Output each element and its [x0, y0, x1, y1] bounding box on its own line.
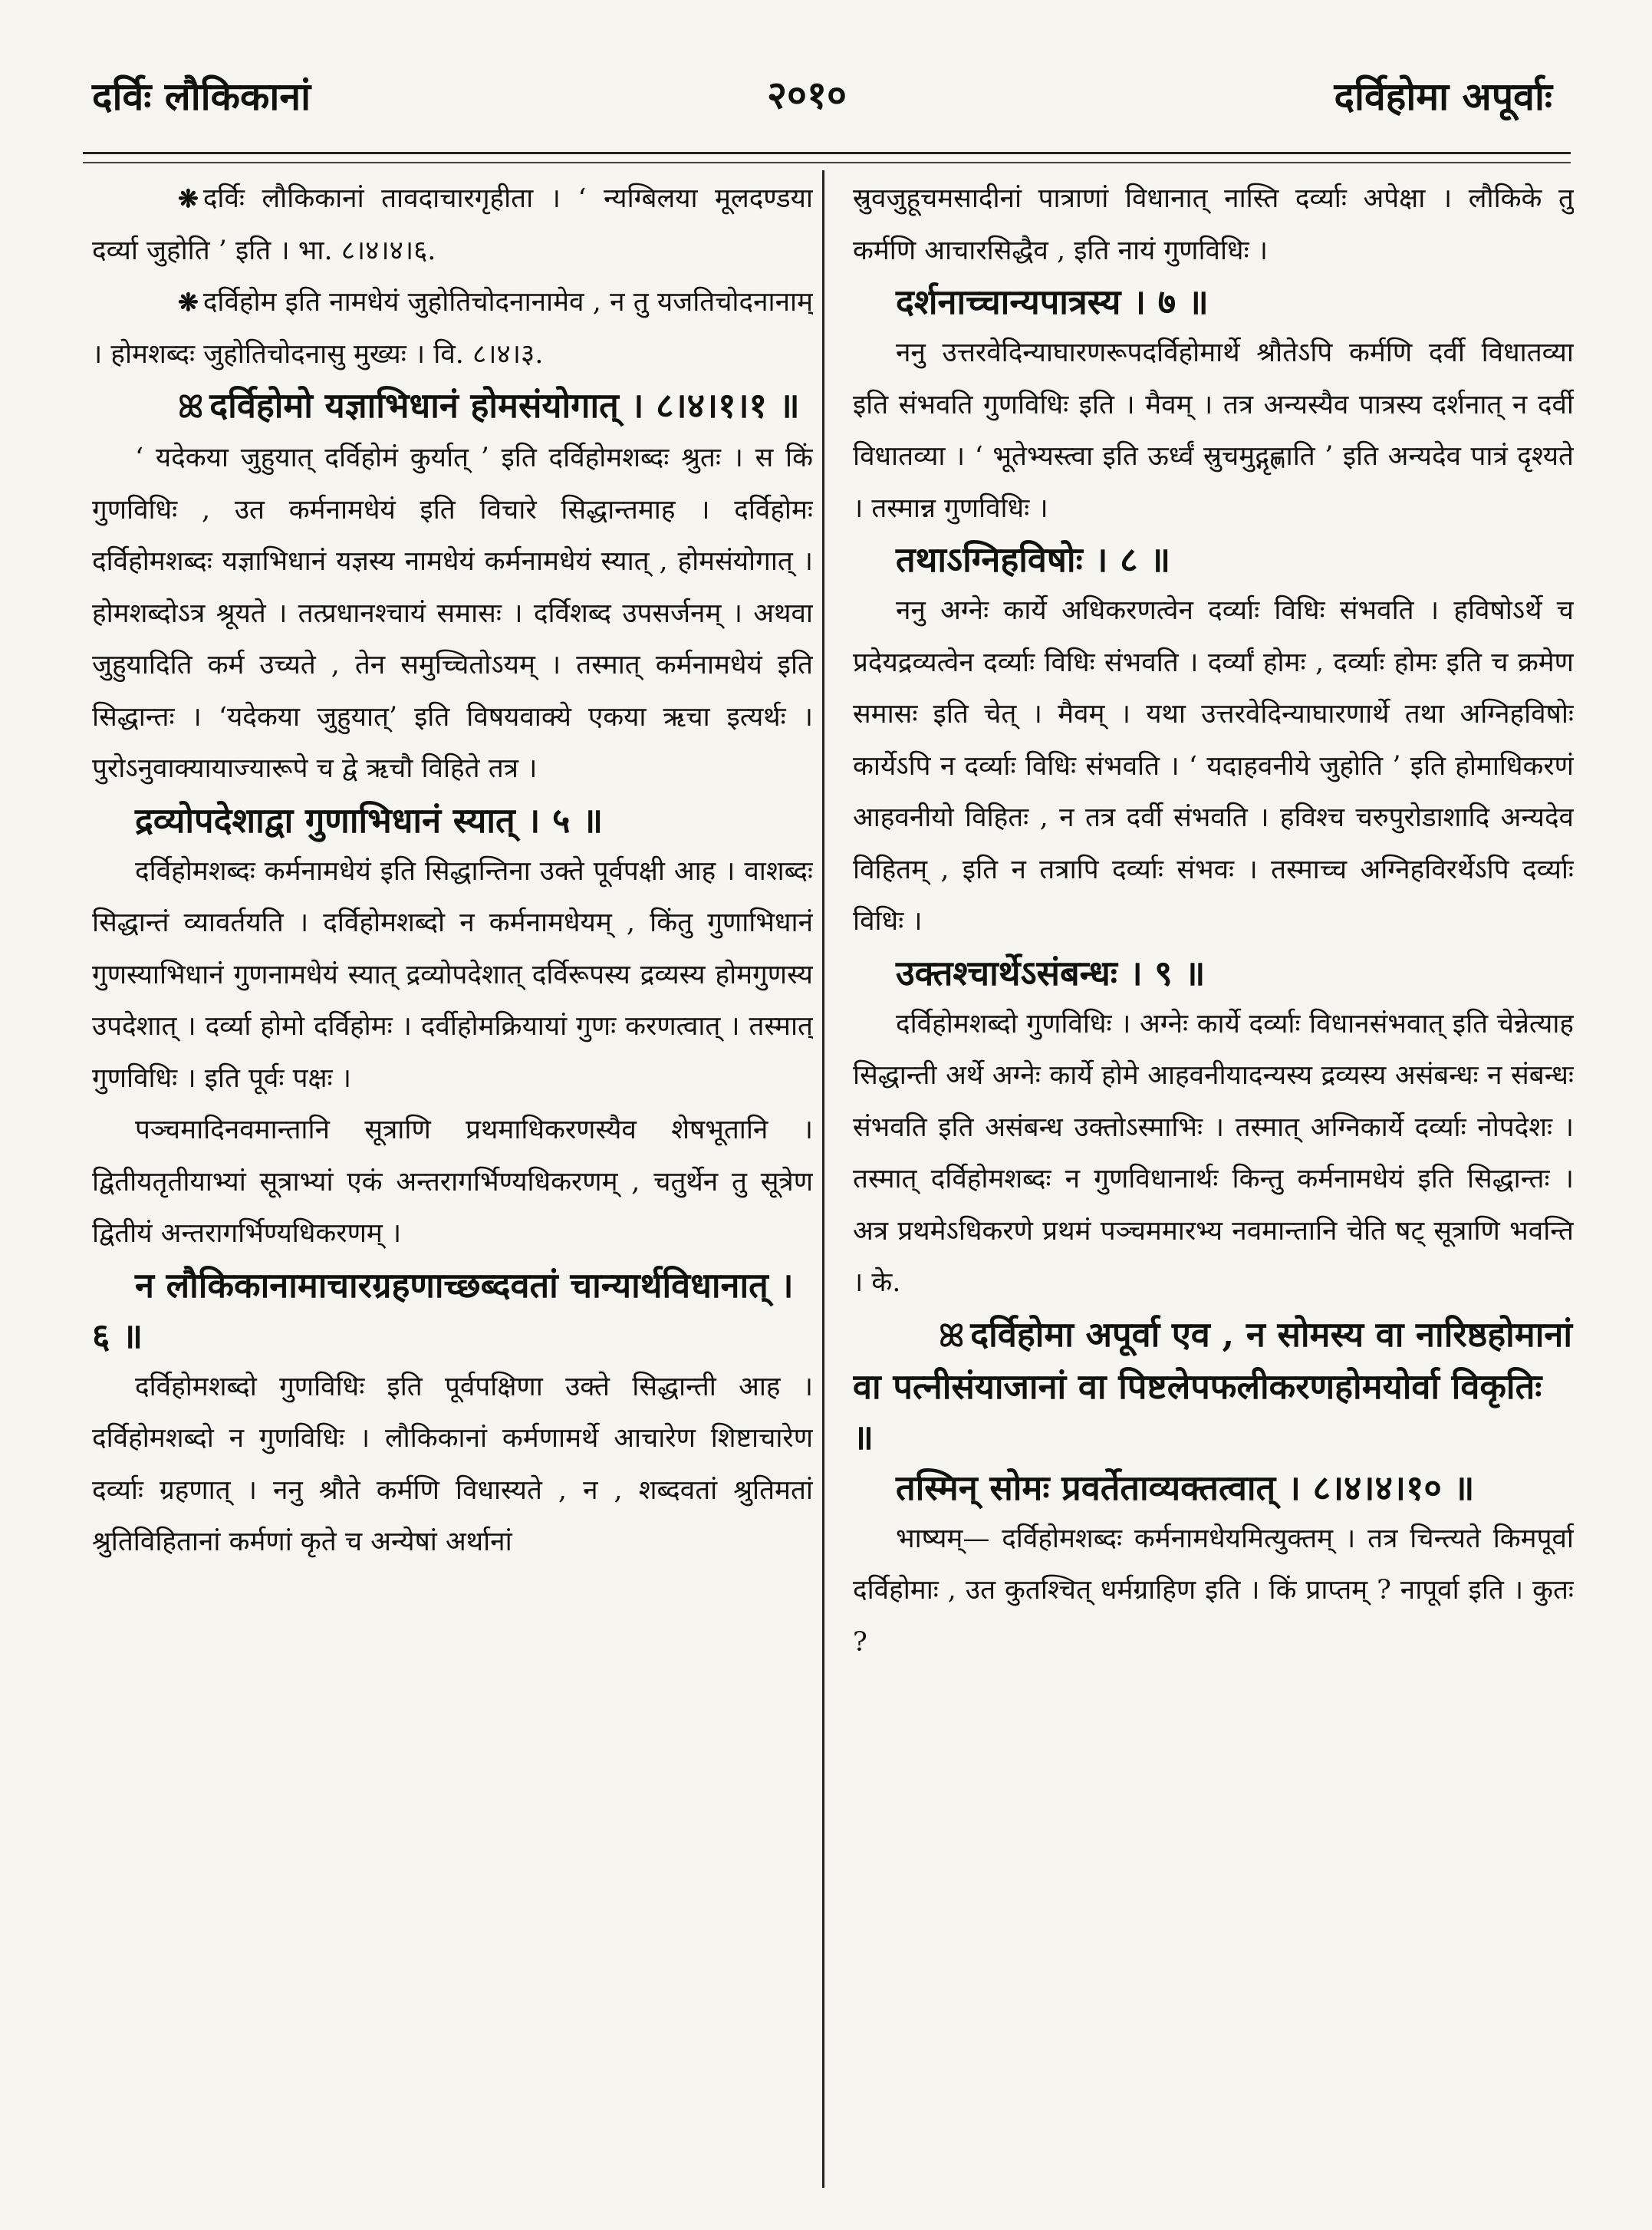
note-paragraph: [92, 173, 813, 277]
commentary-paragraph: भाष्यम्— दर्विहोमशब्दः कर्मनामधेयमित्युक्तम् । तत्र चिन्त्यते किमपूर्वा दर्विहोमाः , उत कुतश्चित् धर्मग्राहिण इति । किं प्राप्तम् ? नापूर्वा इति । कुतः ?: [853, 1523, 1574, 1658]
adhikarana-heading: [853, 1309, 1574, 1463]
left-column: [92, 173, 813, 2191]
running-head-right: दर्विहोमा अपूर्वाः: [1334, 74, 1552, 119]
commentary-paragraph: दर्विहोमशब्दः कर्मनामधेयं इति सिद्धान्तिना उक्ते पूर्वपक्षी आह । वाशब्दः सिद्धान्तं व्यावर्तयति । दर्विहोमशब्दो न कर्मनामधेयम् , किंतु गुणाभिधानं गुणस्याभिधानं गुणनामधेयं स्यात् द्रव्योपदेशात् दर्विरूपस्य द्रव्यस्य होमगुणस्य उपदेशात् । दर्व्या होमो दर्विहोमः । दर्वीहोमक्रियायां गुणः करणत्वात् । तस्मात् गुणविधिः । इति पूर्वः पक्षः ।: [92, 855, 813, 1094]
commentary-paragraph: पञ्चमादिनवमान्तानि सूत्राणि प्रथमाधिकरणस्यैव शेषभूतानि । द्वितीयतृतीयाभ्यां सूत्राभ्यां एकं अन्तरागर्भिण्यधिकरणम् , चतुर्थेन तु सूत्रेण द्वितीयं अन्तरागर्भिण्यधिकरणम् ।: [92, 1115, 813, 1249]
note-paragraph: [92, 277, 813, 380]
commentary-paragraph: ‘ यदेकया जुहुयात् दर्विहोमं कुर्यात् ’ इति दर्विहोमशब्दः श्रुतः । स किं गुणविधिः , उत कर्मनामधेयं इति विचारे सिद्धान्तमाह । दर्विहोमः दर्विहोमशब्दः यज्ञाभिधानं यज्ञस्य नामधेयं कर्मनामधेयं स्यात् , होमसंयोगात् । होमशब्दोऽत्र श्रूयते । तत्प्रधानश्चायं समासः । दर्विशब्द उपसर्जनम् । अथवा जुहुयादिति कर्म उच्यते , तेन समुच्चितोऽयम् । तस्मात् कर्मनामधेयं इति सिद्धान्तः । ‘यदेकया जुहुयात्’ इति विषयवाक्ये एकया ऋचा इत्यर्थः । पुरोऽनुवाक्यायाज्यारूपे च द्वे ऋचौ विहिते तत्र ।: [92, 443, 813, 784]
header-rule: [83, 152, 1571, 154]
adhikarana-heading: [92, 380, 813, 433]
adhikarana-text: दर्विहोमा अपूर्वा एव , न सोमस्य वा नारिष्ठहोमानां वा पत्नीसंयाजानां वा पिष्टलेपफलीकरणहोमयोर्वा विकृतिः ॥: [853, 1313, 1572, 1458]
right-column: [853, 173, 1574, 2191]
commentary-paragraph: दर्विहोमशब्दो गुणविधिः इति पूर्वपक्षिणा उक्ते सिद्धान्ती आह । दर्विहोमशब्दो न गुणविधिः । लौकिकानां कर्मणामर्थे आचारेण शिष्टाचारेण दर्व्याः ग्रहणात् । ननु श्रौते कर्मणि विधास्यते , न , शब्दवतां श्रुतिमतां श्रुतिविहितानां कर्मणां कृते च अन्येषां अर्थानां: [92, 1371, 813, 1557]
ornament-icon: ꕤ: [939, 1317, 965, 1354]
running-head-left: दर्विः लौकिकानां: [92, 74, 311, 119]
column-divider: [822, 170, 824, 2188]
header-rule-thin: [83, 162, 1571, 163]
note-text: दर्विः लौकिकानां तावदाचारगृहीता । ‘ न्यग्बिलया मूलदण्डया दर्व्या जुहोति ’ इति । भा. ८।४।४।६.: [92, 183, 813, 266]
sutra-text: दर्विहोमो यज्ञाभिधानं होमसंयोगात् । ८।४।१।१ ॥: [209, 385, 800, 426]
sutra-heading: दर्शनाच्चान्यपात्रस्य । ७ ॥: [896, 282, 1209, 322]
page-header: [0, 0, 1652, 146]
sutra-heading: द्रव्योपदेशाद्वा गुणाभिधानं स्यात् । ५ ॥: [135, 799, 604, 841]
sutra-heading: तस्मिन् सोमः प्रवर्तेताव्यक्तत्वात् । ८।४।४।१० ॥: [896, 1467, 1475, 1508]
commentary-paragraph: ननु उत्तरवेदिन्याघारणरूपदर्विहोमार्थे श्रौतेऽपि कर्मणि दर्वी विधातव्या इति संभवति गुणविधिः इति । मैवम् । तत्र अन्यस्यैव पात्रस्य दर्शनात् न दर्वी विधातव्या । ‘ भूतेभ्यस्त्वा इति ऊर्ध्वं स्रुचमुद्गृह्णाति ’ इति अन्यदेव पात्रं दृश्यते । तस्मान्न गुणविधिः ।: [853, 338, 1574, 524]
commentary-paragraph: ननु अग्नेः कार्ये अधिकरणत्वेन दर्व्याः विधिः संभवति । हविषोऽर्थे च प्रदेयद्रव्यत्वेन दर्व्याः विधिः संभवति । दर्व्यां होमः , दर्व्याः होमः इति च क्रमेण समासः इति चेत् । मैवम् । यथा उत्तरवेदिन्याघारणार्थे तथा अग्निहविषोः कार्येऽपि न दर्व्याः विधिः संभवति । ‘ यदाहवनीये जुहोति ’ इति होमाधिकरणं आहवनीयो विहितः , न तत्र दर्वी संभवति । हविश्च चरुपुरोडाशादि अन्यदेव विहितम् , इति न तत्रापि दर्व्याः संभवः । तस्माच्च अग्निहविरर्थेऽपि दर्व्याः विधिः ।: [853, 595, 1574, 937]
ornament-icon: ꕤ: [178, 389, 204, 425]
commentary-paragraph: दर्विहोमशब्दो गुणविधिः । अग्नेः कार्ये दर्व्याः विधानसंभवात् इति चेन्नेत्याह सिद्धान्ती अर्थे अग्नेः कार्ये होमे आहवनीयादन्यस्य द्रव्यस्य असंबन्धः न संबन्धः संभवति इति असंबन्ध उक्तोऽस्माभिः । तस्मात् अग्निकार्ये दर्व्याः नोपदेशः । तस्मात् दर्विहोमशब्दः न गुणविधानार्थः किन्तु कर्मनामधेयं इति सिद्धान्तः । अत्र प्रथमेऽधिकरणे प्रथमं पञ्चममारभ्य नवमान्तानि चेति षट् सूत्राणि भवन्ति । के.: [853, 1008, 1574, 1298]
page-number: २०१०: [767, 72, 847, 117]
sutra-heading: उक्तश्चार्थेऽसंबन्धः । ९ ॥: [896, 952, 1206, 993]
sutra-heading: न लौकिकानामाचारग्रहणाच्छब्दवतां चान्यार्थविधानात् । ६ ॥: [92, 1264, 794, 1356]
asterism-icon: ❋: [178, 288, 199, 317]
note-text: दर्विहोम इति नामधेयं जुहोतिचोदनानामेव , न तु यजतिचोदनानाम् । होमशब्दः जुहोतिचोदनासु मुख्यः । वि. ८।४।३.: [92, 287, 813, 370]
commentary-paragraph: स्रुवजुहूचमसादीनां पात्राणां विधानात् नास्ति दर्व्याः अपेक्षा । लौकिके तु कर्मणि आचारसिद्धैव , इति नायं गुणविधिः ।: [853, 183, 1574, 266]
sutra-heading: तथाऽग्निहविषोः । ८ ॥: [896, 539, 1171, 580]
asterism-icon: ❋: [178, 184, 199, 213]
